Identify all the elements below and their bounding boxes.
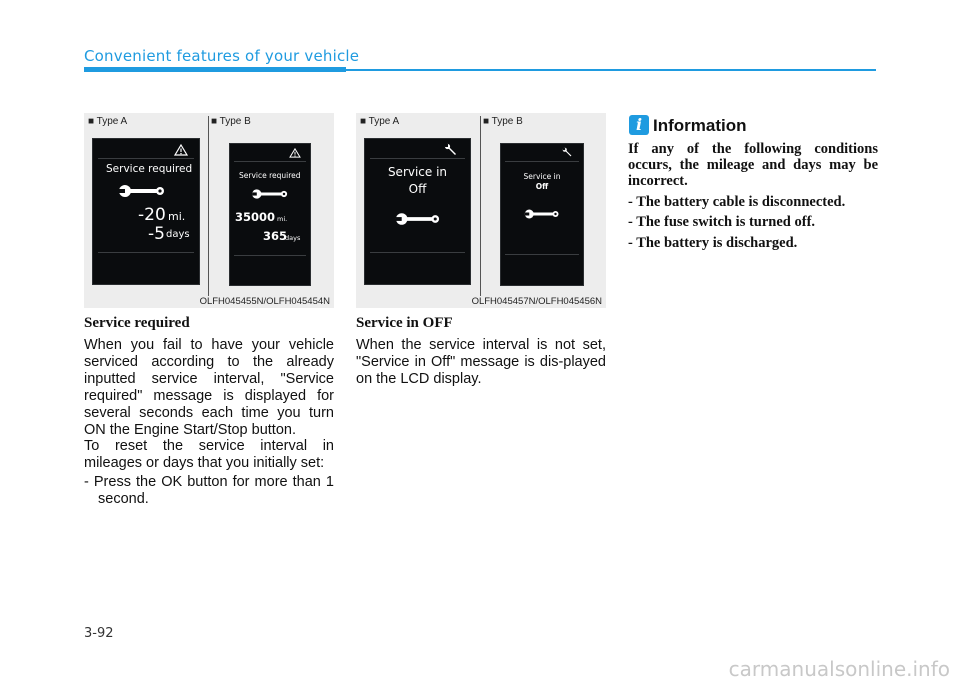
screen-separator [98,158,194,159]
wrench-icon [562,147,573,158]
lcd-screen-type-b [229,143,311,286]
mileage-unit: mi. [168,210,186,223]
mileage-unit: mi. [277,215,288,223]
bullet-item: - Press the OK button for more than 1 second. [84,474,334,507]
type-a-label: ■ Type A [88,116,128,127]
heading-service-in-off: Service in OFF [356,315,453,331]
mileage-value: 35000 [235,210,276,224]
info-title: Information [653,116,747,135]
warning-icon [174,144,188,156]
figure-divider [480,116,481,296]
days-value: 365 [263,229,288,243]
info-list-item: - The battery is discharged. [628,235,798,251]
days-value: -5 [148,224,165,244]
type-b-label: ■ Type B [211,116,251,127]
wrench-icon [118,182,166,200]
lcd-screen-type-a [364,138,471,285]
service-off-label: Off [535,182,549,191]
header-rule [346,69,876,71]
type-a-label: ■ Type A [360,116,400,127]
header-accent-bar [84,67,346,72]
wrench-icon [395,210,441,228]
lcd-screen-type-a [92,138,200,285]
service-in-label: Service in [523,172,561,181]
figure-caption: OLFH045457N/OLFH045456N [471,296,602,307]
figure-service-required [84,113,334,308]
section-title: Convenient features of your vehicle [84,47,360,65]
paragraph: To reset the service interval in mileages or days that you initially set: [84,438,334,471]
page-number: 3-92 [84,626,114,641]
days-unit: days [285,234,301,242]
screen-separator [370,252,465,253]
info-intro: If any of the following conditions occurs, the mileage and days may be incorrect. [628,141,878,189]
wrench-icon [444,143,458,157]
watermark: carmanualsonline.info [728,657,950,681]
info-icon: i [629,115,649,135]
screen-separator [234,161,306,162]
type-b-label: ■ Type B [483,116,523,127]
lcd-screen-type-b [500,143,584,286]
figure-caption: OLFH045455N/OLFH045454N [199,296,330,307]
service-in-label: Service in [387,165,448,179]
wrench-icon [524,207,560,221]
screen-separator [370,158,465,159]
screen-separator [98,252,194,253]
figure-service-in-off [356,113,606,308]
screen-separator [234,255,306,256]
info-list-item: - The battery cable is disconnected. [628,194,846,210]
paragraph: When you fail to have your vehicle serviced according to the already inputted service interval, "Service required" message is displayed for several seconds each time you turn ON the Engine Start/Stop button. [84,337,334,438]
heading-service-required: Service required [84,315,190,331]
screen-separator [505,161,579,162]
info-list-item: - The fuse switch is turned off. [628,214,816,230]
screen-separator [505,254,579,255]
service-message: Service required [106,163,193,175]
mileage-value: -20 [138,205,166,225]
wrench-icon [251,187,289,201]
paragraph: When the service interval is not set, "Service in Off" message is dis-played on the LCD display. [356,337,606,387]
service-message: Service required [239,171,301,180]
service-off-label: Off [408,182,427,196]
days-unit: days [166,229,190,240]
warning-icon [289,148,301,158]
figure-divider [208,116,209,296]
